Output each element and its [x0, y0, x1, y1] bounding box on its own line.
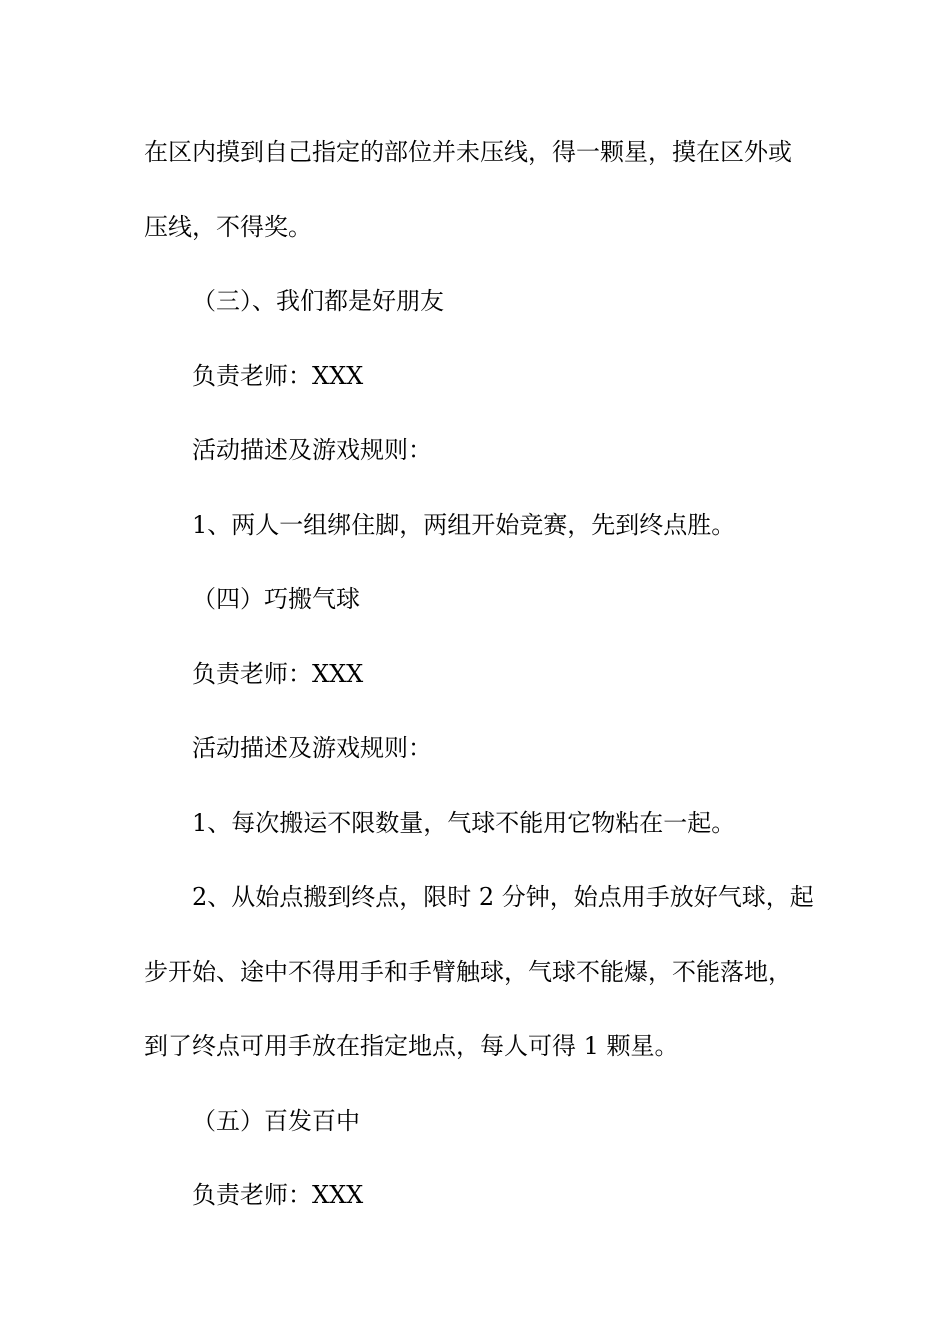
- rules-heading: 活动描述及游戏规则：: [192, 436, 432, 464]
- rule-item: 2、从始点搬到终点，限时 2 分钟，始点用手放好气球，起: [192, 883, 814, 911]
- section-heading: （四）巧搬气球: [192, 585, 360, 613]
- rule-item: 1、两人一组绑住脚，两组开始竞赛，先到终点胜。: [192, 511, 736, 539]
- rules-heading: 活动描述及游戏规则：: [192, 734, 432, 762]
- paragraph-line: 步开始、途中不得用手和手臂触球，气球不能爆，不能落地，: [144, 958, 792, 986]
- teacher-line: 负责老师：XXX: [192, 1181, 364, 1209]
- paragraph-line: 在区内摸到自己指定的部位并未压线，得一颗星，摸在区外或: [144, 138, 792, 166]
- paragraph-line: 到了终点可用手放在指定地点，每人可得 1 颗星。: [144, 1032, 679, 1060]
- rule-item: 1、每次搬运不限数量，气球不能用它物粘在一起。: [192, 809, 736, 837]
- teacher-line: 负责老师：XXX: [192, 660, 364, 688]
- section-heading: （三）、我们都是好朋友: [192, 287, 444, 315]
- section-heading: （五）百发百中: [192, 1107, 360, 1135]
- teacher-line: 负责老师：XXX: [192, 362, 364, 390]
- paragraph-line: 压线，不得奖。: [144, 213, 312, 241]
